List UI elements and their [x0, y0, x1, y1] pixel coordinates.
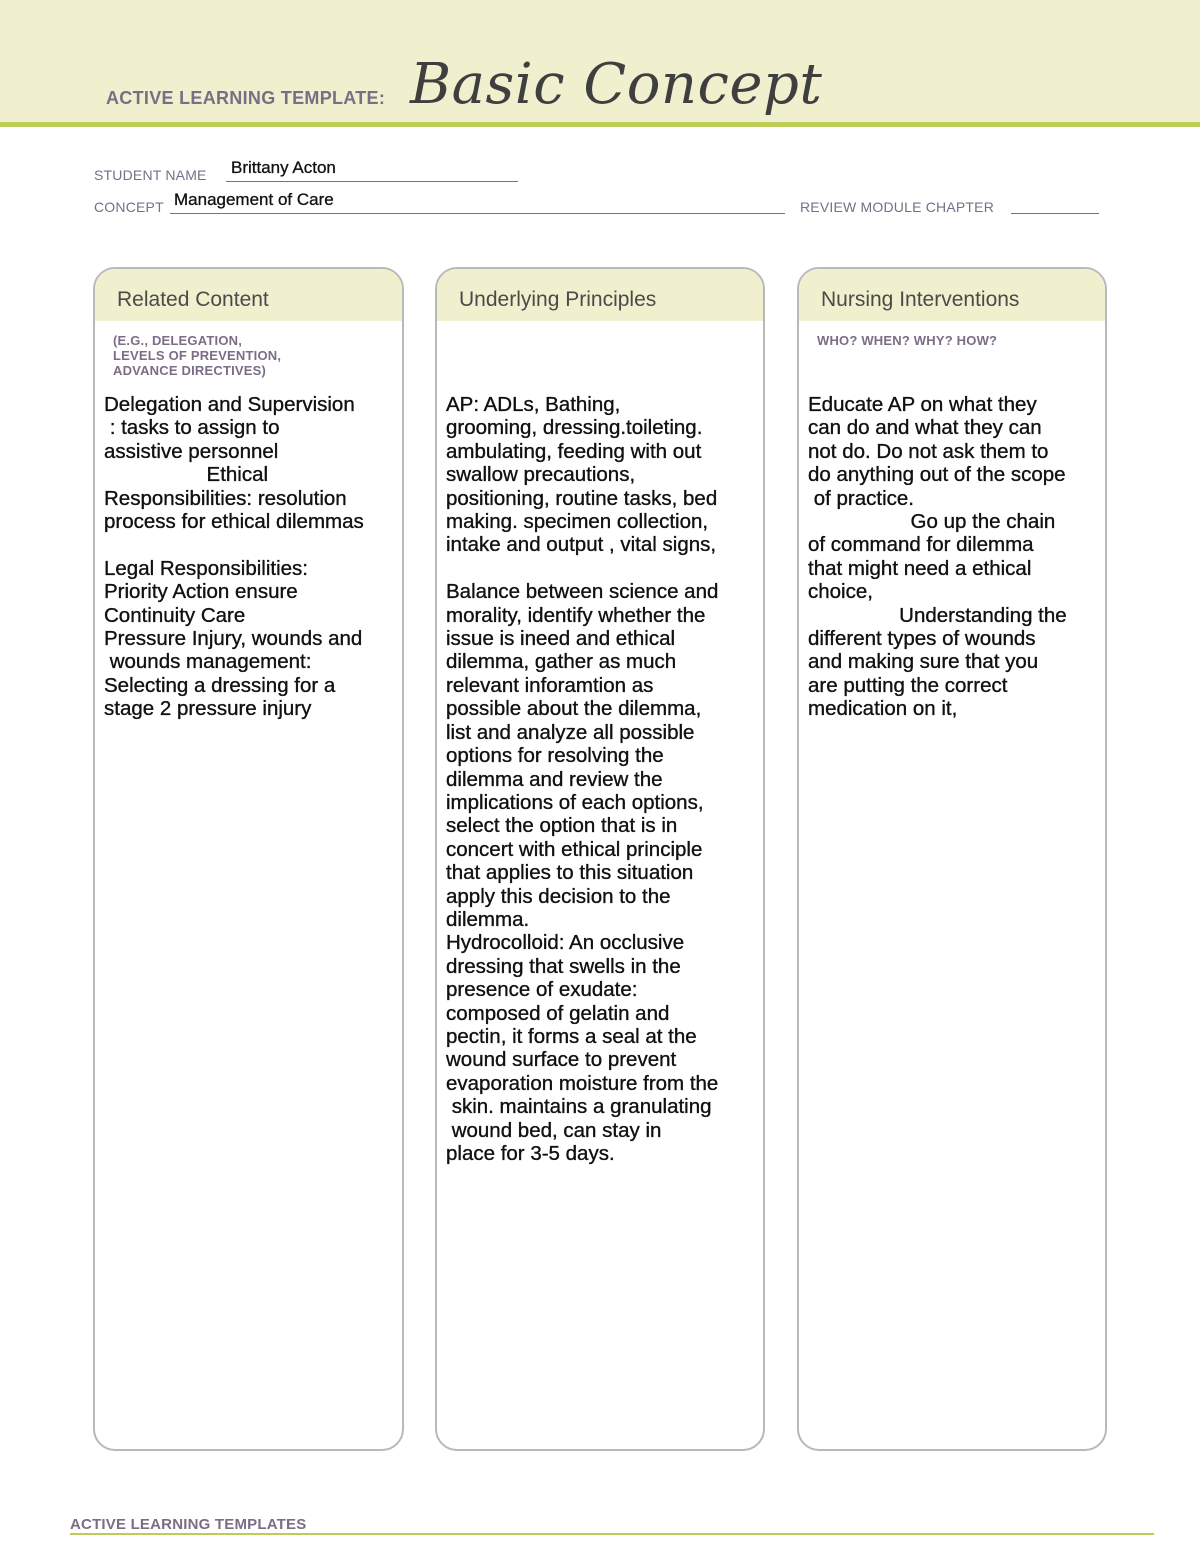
related-content-panel — [93, 267, 404, 1451]
nursing-interventions-panel — [797, 267, 1107, 1451]
footer-divider — [70, 1533, 1154, 1535]
review-module-line — [1011, 213, 1099, 214]
nursing-interventions-subtitle: WHO? WHEN? WHY? HOW? — [817, 333, 998, 348]
related-content-subtitle: (E.G., DELEGATION, LEVELS OF PREVENTION, ADVANCE DIRECTIVES) — [113, 333, 282, 378]
student-name-label: STUDENT NAME — [94, 167, 207, 183]
footer-label: ACTIVE LEARNING TEMPLATES — [70, 1516, 307, 1533]
concept-value[interactable]: Management of Care — [174, 190, 334, 209]
header-divider — [0, 122, 1200, 127]
underlying-principles-panel — [435, 267, 765, 1451]
template-label: ACTIVE LEARNING TEMPLATE: — [106, 88, 386, 108]
template-title: Basic Concept — [410, 52, 823, 117]
concept-label: CONCEPT — [94, 199, 164, 215]
nursing-interventions-title: Nursing Interventions — [799, 269, 1105, 321]
underlying-principles-subtitle — [437, 321, 763, 333]
underlying-principles-title: Underlying Principles — [437, 269, 763, 321]
nursing-interventions-text[interactable]: Educate AP on what they can do and what they can not do. Do not ask them to do anything out of the scope of practice. Go up the chain of command for dilemma that might need a ethical choice, Understanding the different types of wounds and making sure that you are putting the correct medication on it, — [808, 393, 1067, 721]
underlying-principles-text[interactable]: AP: ADLs, Bathing, grooming, dressing.toileting. ambulating, feeding with out swallow precautions, positioning, routine tasks, bed making. specimen collection, intake and output , vital signs, Balance between science and morality, identify whether the issue is ineed and ethical dilemma, gather as much relevant inforamtion as possible about the dilemma, list and analyze all possible options for resolving the dilemma and review the implications of each options, select the option that is in concert with ethical principle that applies to this situation apply this decision to the dilemma. Hydrocolloid: An occlusive dressing that swells in the presence of exudate: composed of gelatin and pectin, it forms a seal at the wound surface to prevent evaporation moisture from the skin. maintains a granulating wound bed, can stay in place for 3-5 days. — [446, 393, 719, 1165]
review-module-label: REVIEW MODULE CHAPTER — [800, 199, 994, 215]
related-content-text[interactable]: Delegation and Supervision : tasks to assign to assistive personnel Ethical Responsibilities: resolution process for ethical dilemmas Legal Responsibilities: Priority Action ensure Continuity Care Pressure Injury, wounds and wounds management: Selecting a dressing for a stage 2 pressure injury — [104, 393, 364, 721]
concept-line — [170, 213, 785, 214]
related-content-title: Related Content — [95, 269, 402, 321]
student-name-value[interactable]: Brittany Acton — [231, 158, 336, 177]
student-name-line — [226, 181, 518, 182]
